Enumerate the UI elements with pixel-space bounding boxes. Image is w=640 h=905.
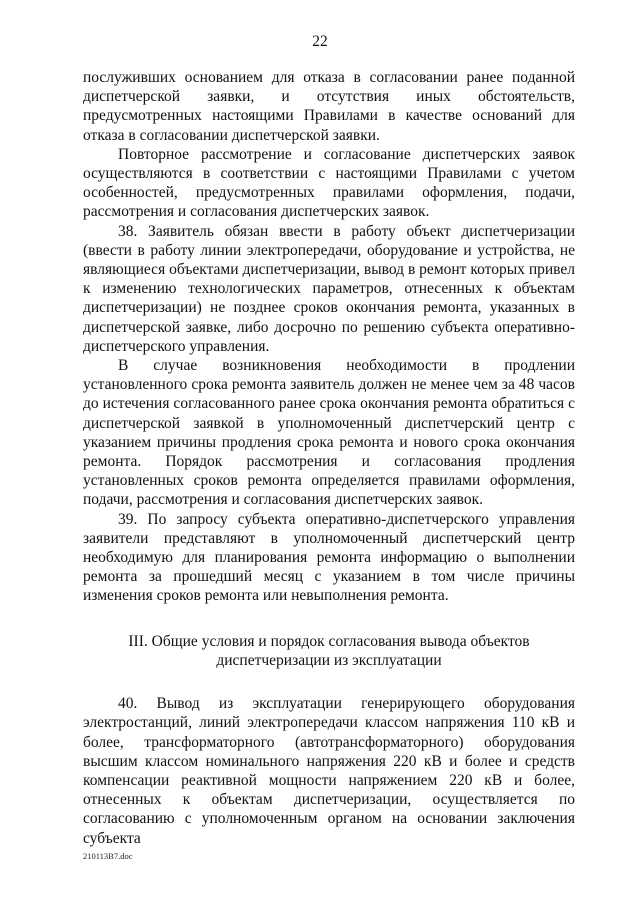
paragraph-38: 38. Заявитель обязан ввести в работу объект диспетчеризации (ввести в работу линии электропередачи, оборудование и устройства, не являющиеся объектами диспетчеризации, вывод в ремонт которых привел к изменению технологических параметров, отнесенных к объектам диспетчеризации) не позднее сроков окончания ремонта, указанных в диспетчерской заявке, либо досрочно по решению субъекта оперативно-диспетчерского управления. xyxy=(83,222,575,355)
file-name-footer: 210113В7.doc xyxy=(83,851,133,861)
paragraph-extension: В случае возникновения необходимости в продлении установленного срока ремонта заявитель должен не менее чем за 48 часов до истечения согласованного ранее срока окончания ремонта обратиться с диспетчерской заявкой в уполномоченный диспетчерский центр с указанием причины продления срока ремонта и нового срока окончания ремонта. Порядок рассмотрения и согласования продления установленных сроков ремонта определяется правилами оформления, подачи, рассмотрения и согласования диспетчерских заявок. xyxy=(83,357,575,509)
section-heading xyxy=(83,632,575,670)
paragraph-39: 39. По запросу субъекта оперативно-диспетчерского управления заявители представляют в уполномоченный диспетчерский центр необходимую для планирования ремонта информацию о выполнении ремонта за прошедший месяц с указанием в том числе причины изменения сроков ремонта или невыполнения ремонта. xyxy=(83,510,575,605)
page-number: 22 xyxy=(312,33,328,50)
document-body xyxy=(83,68,575,848)
section-heading-line-1: III. Общие условия и порядок согласования вывода объектов xyxy=(128,632,530,650)
section-heading-line-2: диспетчеризации из эксплуатации xyxy=(216,651,442,669)
paragraph-repeat-review: Повторное рассмотрение и согласование диспетчерских заявок осуществляются в соответствии с настоящими Правилами с учетом особенностей, предусмотренных правилами оформления, подачи, рассмотрения и согласования диспетчерских заявок. xyxy=(83,145,575,221)
paragraph-continuation: послуживших основанием для отказа в согласовании ранее поданной диспетчерской заявки, и отсутствия иных обстоятельств, предусмотренных настоящими Правилами в качестве оснований для отказа в согласовании диспетчерской заявки. xyxy=(83,69,575,144)
paragraph-40: 40. Вывод из эксплуатации генерирующего оборудования электростанций, линий электропередачи классом напряжения 110 кВ и более, трансформаторного (автотрансформаторного) оборудования высшим классом номинального напряжения 220 кВ и более и средств компенсации реактивной мощности напряжением 220 кВ и более, отнесенных к объектам диспетчеризации, осуществляется по согласованию с уполномоченным органом на основании заключения субъекта xyxy=(83,695,575,847)
